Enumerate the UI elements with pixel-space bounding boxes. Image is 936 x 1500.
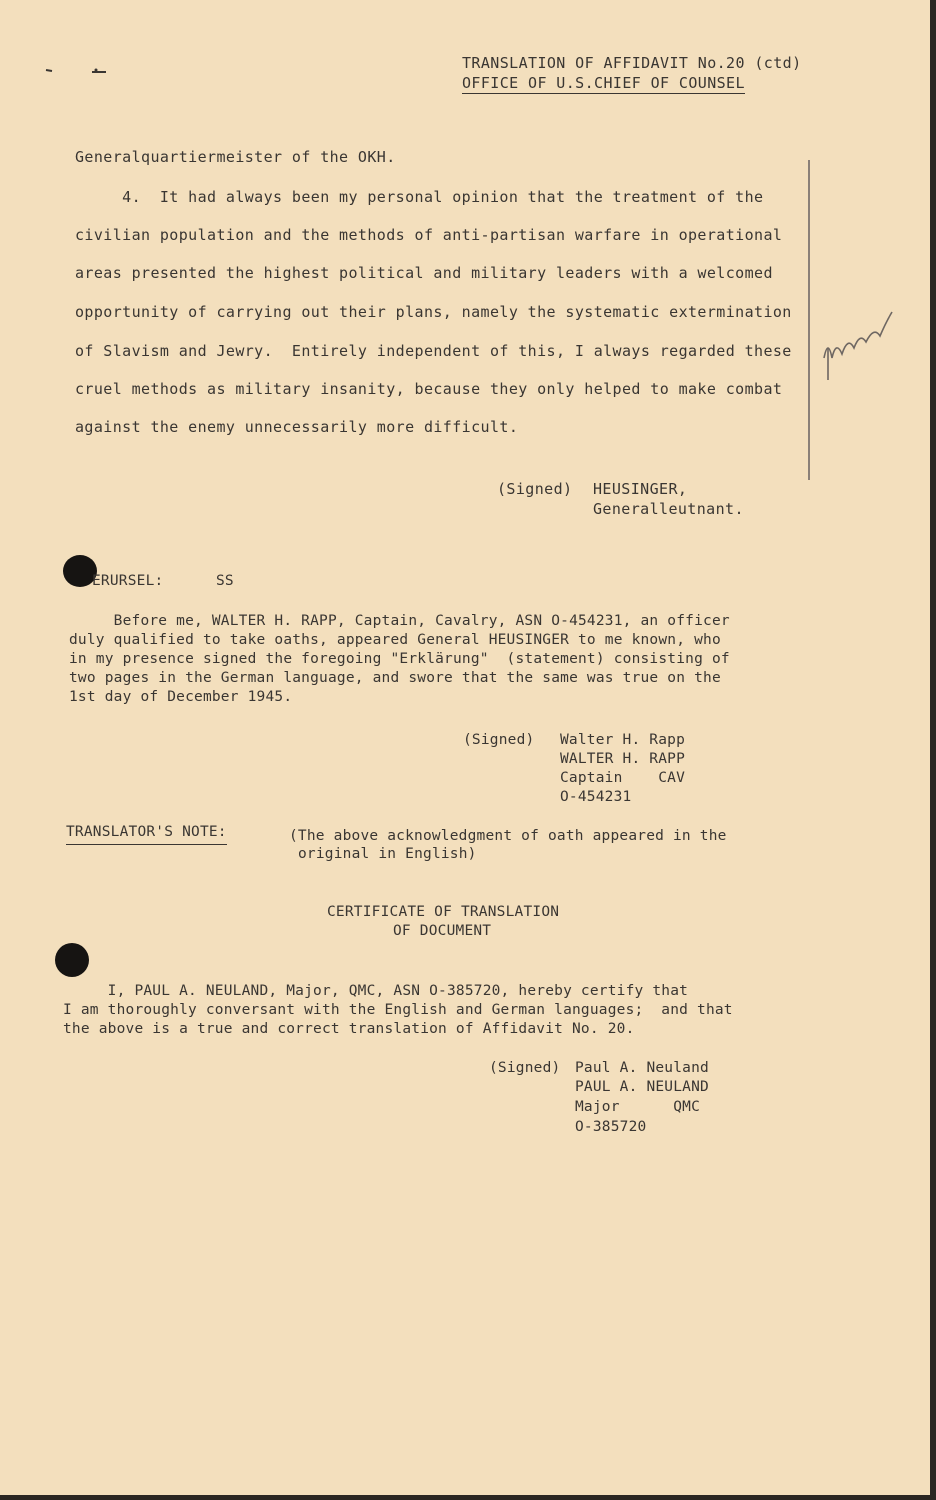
translator-note-text: original in English) [298, 846, 477, 862]
signed-label: (Signed) [489, 1060, 561, 1076]
paragraph-line: against the enemy unnecessarily more difficult. [75, 418, 519, 436]
signature-line: O-385720 [575, 1119, 647, 1135]
paragraph-line: of Slavism and Jewry. Entirely independent of this, I always regarded these [75, 342, 792, 360]
jurat-line: Before me, WALTER H. RAPP, Captain, Cavalry, ASN O-454231, an officer [69, 613, 730, 629]
paragraph-line: civilian population and the methods of anti-partisan warfare in operational [75, 226, 783, 244]
translator-note-text: (The above acknowledgment of oath appeared in the [289, 828, 727, 844]
scan-edge-bottom [0, 1495, 936, 1500]
translator-note-label: TRANSLATOR'S NOTE: [66, 823, 227, 845]
stray-mark [44, 64, 114, 78]
jurat-line: duly qualified to take oaths, appeared General HEUSINGER to me known, who [69, 632, 721, 648]
handwritten-initials [820, 308, 900, 386]
certificate-title: OF DOCUMENT [393, 923, 492, 939]
jurat-line: two pages in the German language, and swore that the same was true on the [69, 670, 721, 686]
jurat-line: 1st day of December 1945. [69, 689, 293, 705]
paragraph-line: areas presented the highest political and military leaders with a welcomed [75, 264, 773, 282]
signer-rank: Generalleutnant. [593, 500, 744, 518]
scan-edge-right [930, 0, 936, 1500]
jurat-place-suffix: SS [216, 573, 234, 589]
margin-line [808, 160, 810, 480]
certificate-line: the above is a true and correct translation of Affidavit No. 20. [63, 1021, 635, 1037]
certificate-line: I am thoroughly conversant with the English and German languages; and that [63, 1002, 733, 1018]
signed-label: (Signed) [497, 480, 573, 498]
signer-name: HEUSINGER, [593, 480, 688, 498]
punch-hole [55, 943, 89, 977]
signed-label: (Signed) [463, 732, 535, 748]
signature-line: WALTER H. RAPP [560, 751, 686, 767]
signature-line: PAUL A. NEULAND [575, 1079, 709, 1095]
jurat-line: in my presence signed the foregoing "Erklärung" (statement) consisting of [69, 651, 730, 667]
signature-line: Captain CAV [560, 770, 686, 786]
certificate-line: I, PAUL A. NEULAND, Major, QMC, ASN O-385720, hereby certify that [63, 983, 689, 999]
signature-line: O-454231 [560, 789, 632, 805]
signature-line: Paul A. Neuland [575, 1060, 709, 1076]
paragraph-line: 4. It had always been my personal opinion that the treatment of the [75, 188, 764, 206]
body-first-line: Generalquartiermeister of the OKH. [75, 148, 396, 166]
certificate-title: CERTIFICATE OF TRANSLATION [327, 904, 560, 920]
paragraph-line: opportunity of carrying out their plans, namely the systematic extermination [75, 303, 792, 321]
signature-line: Major QMC [575, 1099, 701, 1115]
paragraph-line: cruel methods as military insanity, because they only helped to make combat [75, 380, 783, 398]
signature-line: Walter H. Rapp [560, 732, 686, 748]
header-office: OFFICE OF U.S.CHIEF OF COUNSEL [462, 74, 745, 92]
jurat-place: ERURSEL: [92, 573, 164, 589]
header-title: TRANSLATION OF AFFIDAVIT No.20 (ctd) [462, 54, 802, 72]
